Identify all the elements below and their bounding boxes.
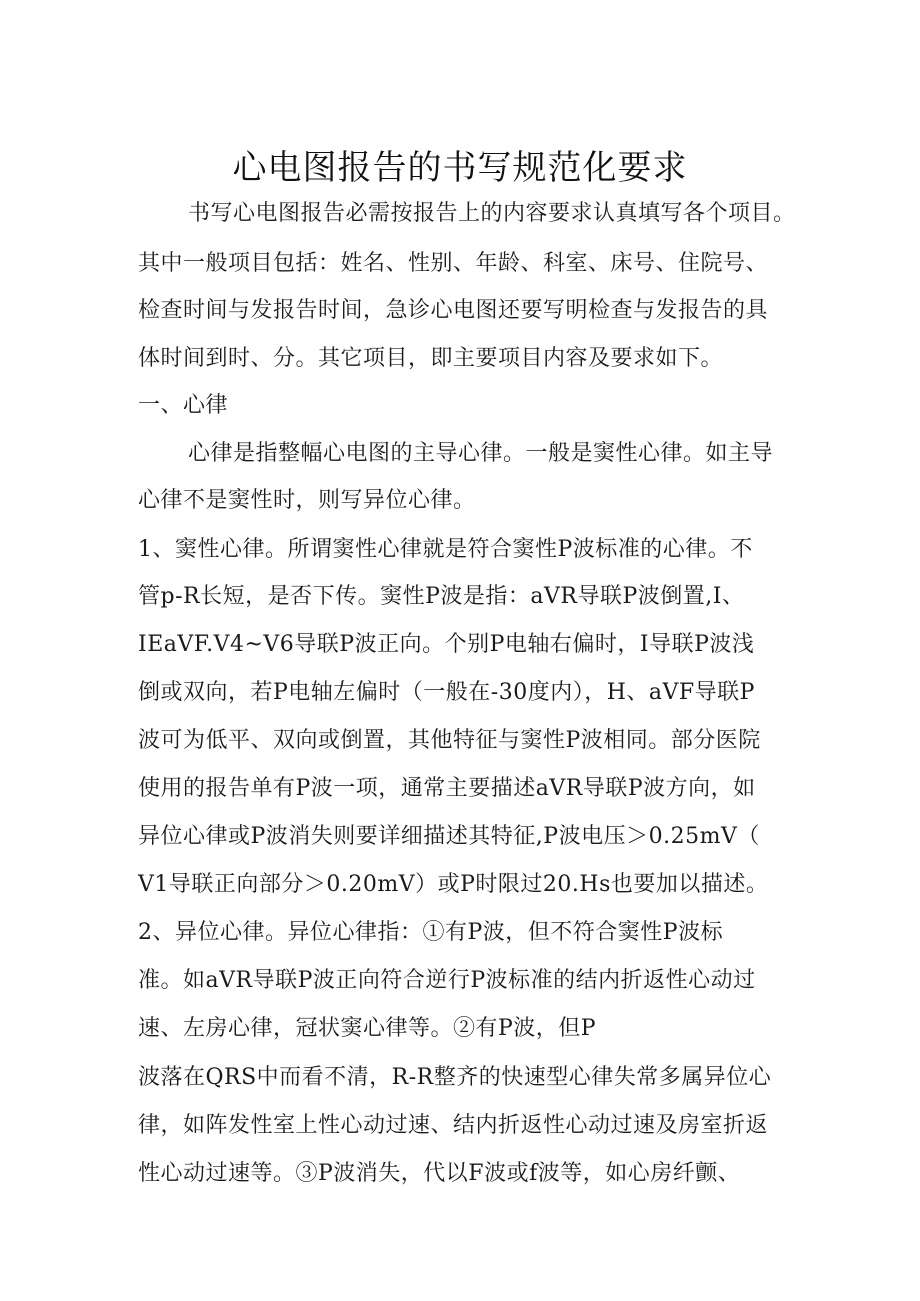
- paragraph-line: 心律是指整幅心电图的主导心律。一般是窦性心律。如主导: [188, 441, 774, 466]
- paragraph-line: 波可为低平、双向或倒置，其他特征与窦性P波相同。部分医院: [138, 728, 761, 753]
- paragraph-line: 管p-R长短，是否下传。窦性P波是指：aVR导联P波倒置,I、: [138, 584, 745, 609]
- paragraph-line: 律，如阵发性室上性心动过速、结内折返性心动过速及房室折返: [138, 1113, 769, 1138]
- paragraph-line: 性心动过速等。③P波消失，代以F波或f波等，如心房纤颤、: [138, 1161, 741, 1186]
- paragraph-line: 倒或双向，若P电轴左偏时（一般在-30度内），H、aVF导联P: [138, 680, 755, 705]
- paragraph-line: 异位心律或P波消失则要详细描述其特征,P波电压＞0.25mV（: [138, 824, 760, 849]
- paragraph-line: 准。如aVR导联P波正向符合逆行P波标准的结内折返性心动过: [138, 968, 756, 993]
- paragraph-line: 速、左房心律，冠状窦心律等。②有P波，但P: [138, 1016, 597, 1041]
- paragraph-line: 使用的报告单有P波一项，通常主要描述aVR导联P波方向，如: [138, 776, 756, 801]
- paragraph-line: IEaVF.V4~V6导联P波正向。个别P电轴右偏时，I导联P波浅: [138, 632, 755, 657]
- paragraph-line: 书写心电图报告必需按报告上的内容要求认真填写各个项目。: [188, 201, 796, 226]
- paragraph-line: V1导联正向部分＞0.20mV）或P时限过20.Hs也要加以描述。: [138, 872, 769, 897]
- paragraph-line: 波落在QRS中而看不清，R-R整齐的快速型心律失常多属异位心: [138, 1065, 772, 1090]
- paragraph-line: 1、窦性心律。所谓窦性心律就是符合窦性P波标准的心律。不: [138, 537, 753, 562]
- document-title: 心电图报告的书写规范化要求: [232, 148, 688, 188]
- paragraph-line: 检查时间与发报告时间，急诊心电图还要写明检查与发报告的具: [138, 298, 769, 323]
- paragraph-line: 2、异位心律。异位心律指：①有P波，但不符合窦性P波标: [138, 920, 724, 945]
- paragraph-line: 心律不是窦性时，则写异位心律。: [138, 488, 476, 513]
- paragraph-line: 体时间到时、分。其它项目，即主要项目内容及要求如下。: [138, 346, 724, 371]
- section-heading: 一、心律: [138, 393, 229, 418]
- paragraph-line: 其中一般项目包括：姓名、性别、年龄、科室、床号、住院号、: [138, 251, 769, 276]
